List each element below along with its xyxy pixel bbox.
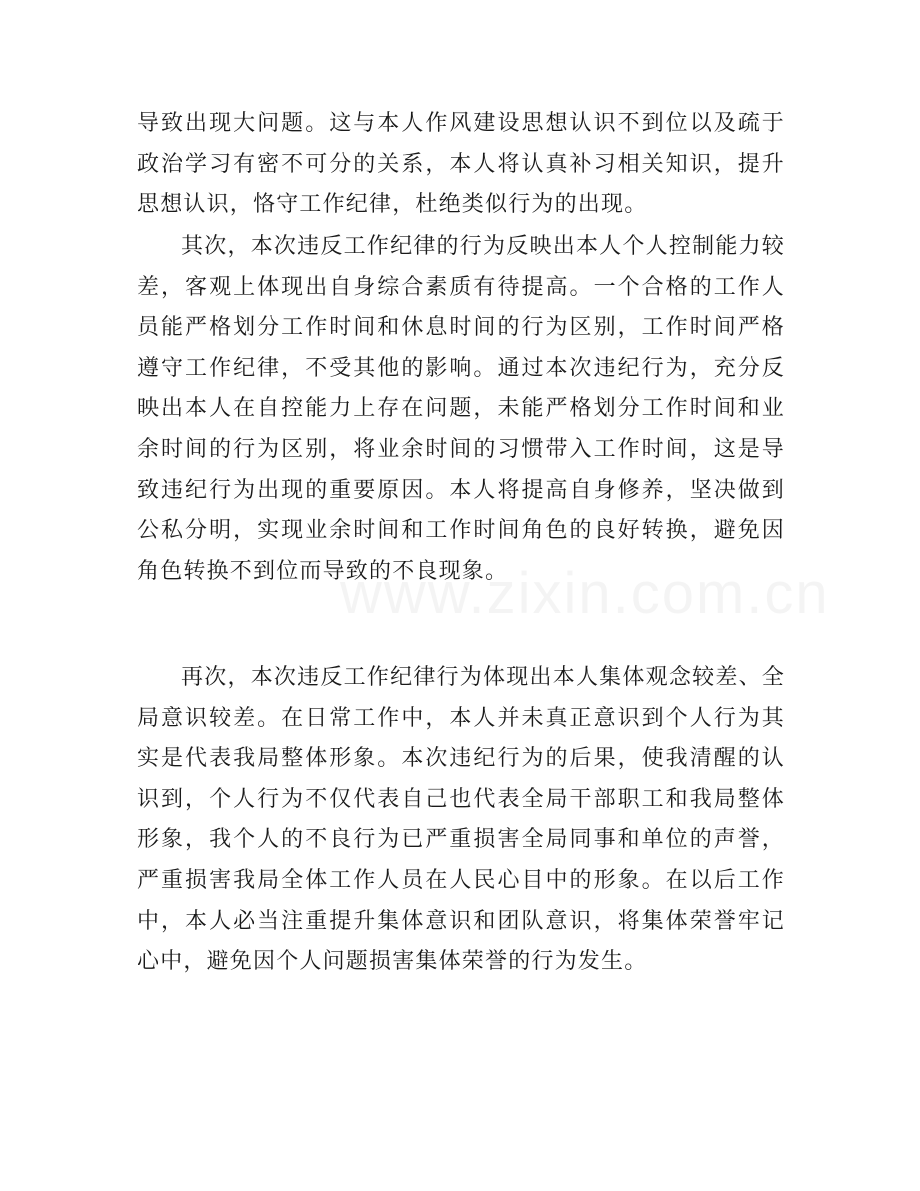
paragraph-continuation: 导致出现大问题。这与本人作风建设思想认识不到位以及疏于政治学习有密不可分的关系，本人将认真补习相关知识，提升思想认识，恪守工作纪律，杜绝类似行为的出现。 xyxy=(137,111,785,218)
paragraph-second-point: 其次，本次违反工作纪律的行为反映出本人个人控制能力较差，客观上体现出自身综合素质有待提高。一个合格的工作人员能严格划分工作时间和休息时间的行为区别，工作时间严格遵守工作纪律，不受其他的影响。通过本次违纪行为，充分反映出本人在自控能力上存在问题，未能严格划分工作时间和业余时间的行为区别，将业余时间的习惯带入工作时间，这是导致违纪行为出现的重要原因。本人将提高自身修养，坚决做到公私分明，实现业余时间和工作时间角色的良好转换，避免因角色转换不到位而导致的不良现象。 xyxy=(137,234,785,584)
paragraph-third-point: 再次，本次违反工作纪律行为体现出本人集体观念较差、全局意识较差。在日常工作中，本人并未真正意识到个人行为其实是代表我局整体形象。本次违纪行为的后果，使我清醒的认识到，个人行为不仅代表自己也代表全局干部职工和我局整体形象，我个人的不良行为已严重损害全局同事和单位的声誉，严重损害我局全体工作人员在人民心目中的形象。在以后工作中，本人必当注重提升集体意识和团队意识，将集体荣誉牢记心中，避免因个人问题损害集体荣誉的行为发生。 xyxy=(137,665,785,975)
